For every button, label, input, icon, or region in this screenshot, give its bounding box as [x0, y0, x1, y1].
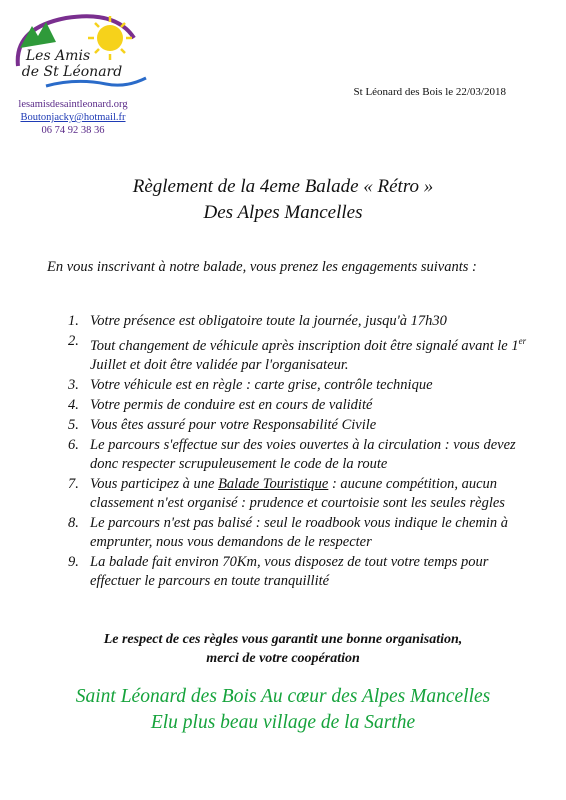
title-line1: Règlement de la 4eme Balade « Rétro » [132, 176, 434, 197]
rules-list [68, 312, 538, 592]
closing-line1: Le respect de ces règles vous garantit une bonne organisation, [103, 632, 463, 647]
title-line2: Des Alpes Mancelles [203, 202, 363, 223]
rule-text: Tout changement de véhicule après inscription doit être signalé avant le 1 [90, 337, 519, 354]
logo-text-line2: de St Léonard [21, 64, 123, 80]
rule-text: Le parcours n'est pas balisé : seul le roadbook vous indique le chemin à emprunter, nous vous demandons de le respecter [90, 514, 509, 550]
logo-text-line1: Les Amis [25, 48, 91, 64]
rule-text-continued: : aucune compétition, aucun classement n'est organisé : prudence et courtoisie sont les seules règles [90, 475, 505, 511]
list-item [68, 514, 538, 552]
footer-line1: Saint Léonard des Bois Au cœur des Alpes Mancelles [75, 686, 491, 707]
list-item [68, 312, 538, 331]
rule-number: 3. [68, 376, 79, 393]
association-logo [6, 8, 158, 96]
rule-text: Le parcours s'effectue sur des voies ouvertes à la circulation : vous devez donc respecter scrupuleusement le code de la route [90, 436, 516, 472]
sun-icon [88, 16, 132, 60]
list-item [68, 553, 538, 591]
rule-text: Vous participez à une [90, 475, 219, 492]
rule-number: 1. [68, 313, 79, 329]
list-item [68, 475, 538, 513]
rule-number: 9. [68, 553, 79, 570]
email-link[interactable]: Boutonjacky@hotmail.fr [20, 112, 126, 123]
rule-text: Votre permis de conduire est en cours de validité [90, 396, 373, 413]
rule-text: La balade fait environ 70Km, vous disposez de tout votre temps pour effectuer le parcours en toute tranquillité [90, 553, 489, 589]
list-item [68, 332, 538, 375]
rule-text: Votre présence est obligatoire toute la journée, jusqu'à 17h30 [90, 313, 447, 329]
rule-superscript: er [518, 336, 527, 346]
rule-number: 4. [68, 396, 79, 413]
rule-number: 8. [68, 514, 79, 531]
rule-number: 6. [68, 436, 79, 453]
list-item [68, 436, 538, 474]
rule-text: Vous êtes assuré pour votre Responsabilité Civile [90, 416, 377, 433]
rule-number: 5. [68, 416, 79, 433]
rule-number: 7. [68, 475, 79, 492]
rule-number: 2. [68, 333, 79, 349]
rule-text: Votre véhicule est en règle : carte grise, contrôle technique [90, 376, 433, 393]
document-date: St Léonard des Bois le 22/03/2018 [353, 86, 506, 98]
list-item [68, 416, 538, 435]
phone-number: 06 74 92 38 36 [41, 125, 105, 136]
document-title [0, 174, 566, 226]
list-item [68, 376, 538, 395]
rule-text-continued: Juillet et doit être validée par l'organisateur. [90, 356, 349, 373]
contact-block [0, 98, 146, 137]
footer-slogan [0, 684, 566, 736]
list-item [68, 396, 538, 415]
footer-line2: Elu plus beau village de la Sarthe [150, 712, 416, 733]
rule-underlined-text: Balade Touristique [218, 475, 329, 492]
closing-statement [0, 630, 566, 668]
website-link[interactable]: lesamisdesaintleonard.org [18, 99, 128, 110]
closing-line2: merci de votre coopération [206, 651, 360, 666]
logo-graphic [6, 8, 158, 96]
intro-paragraph: En vous inscrivant à notre balade, vous prenez les engagements suivants : [47, 259, 477, 275]
